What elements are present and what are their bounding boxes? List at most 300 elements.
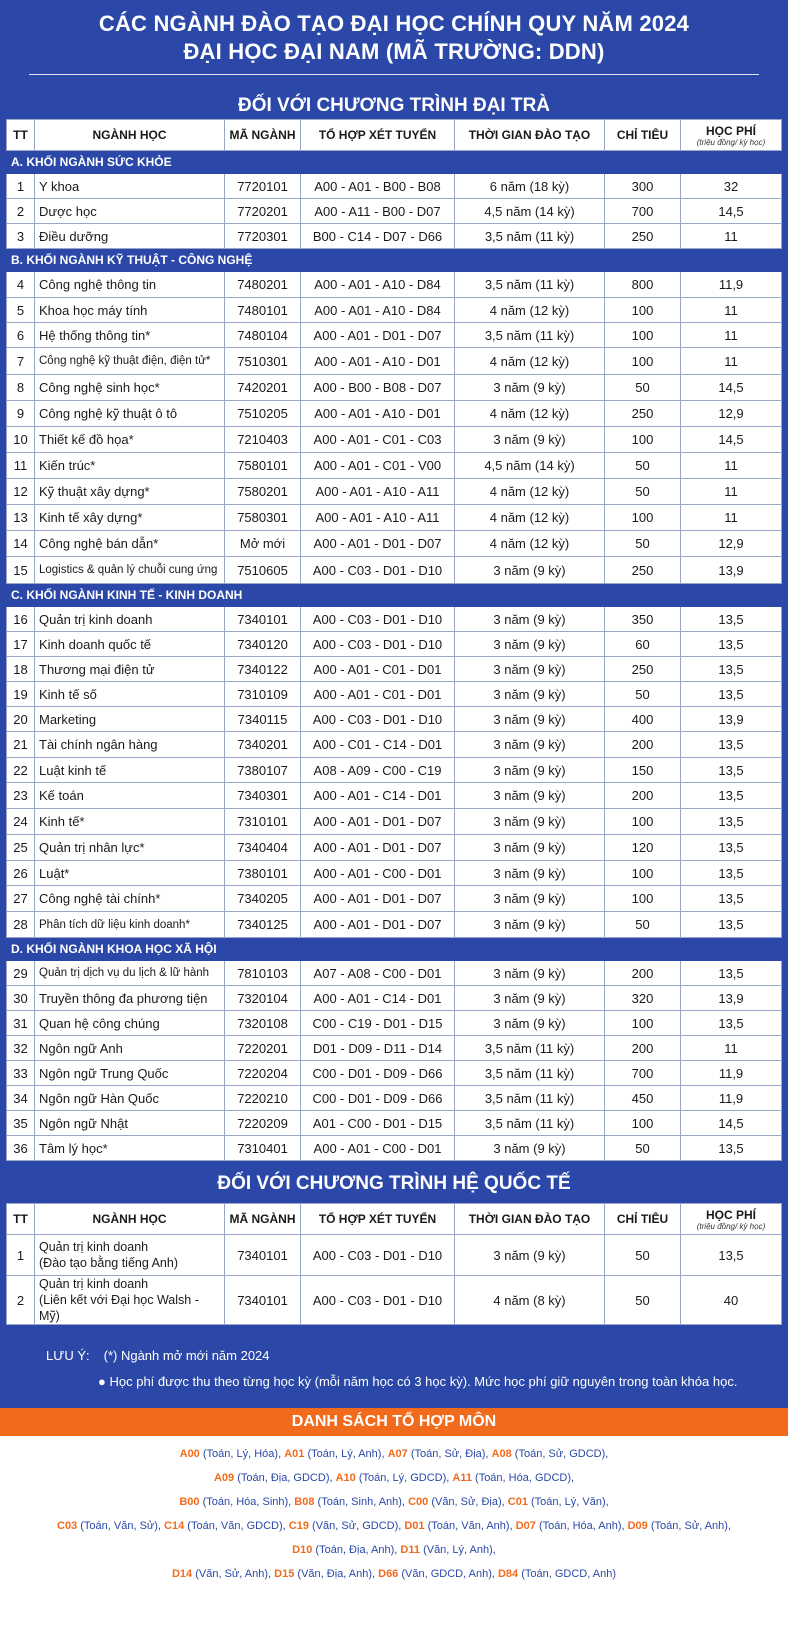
cell-major: Công nghệ sinh học* — [35, 375, 225, 401]
cell-combo: A00 - A01 - C01 - C03 — [301, 427, 455, 453]
cell-code: 7380101 — [225, 861, 301, 886]
table-row — [7, 861, 782, 886]
cell-major: Luật kinh tế — [35, 758, 225, 783]
col-header-quota: CHỈ TIÊU — [605, 120, 681, 151]
cell-code: 7720301 — [225, 224, 301, 249]
cell-fee: 11,9 — [681, 272, 782, 298]
table-row — [7, 557, 782, 584]
cell-code: 7720101 — [225, 174, 301, 199]
note-line-2: Học phí được thu theo từng học kỳ (mỗi năm học có 3 học kỳ). Mức học phí giữ nguyên trong toàn khóa học. — [109, 1374, 738, 1389]
cell-duration: 4 năm (8 kỳ) — [455, 1276, 605, 1325]
fee-label: HỌC PHÍ — [705, 123, 756, 138]
cell-major: Dược học — [35, 199, 225, 224]
cell-tt: 32 — [7, 1036, 35, 1061]
cell-quota: 250 — [605, 224, 681, 249]
combo-line — [0, 1466, 788, 1490]
cell-fee: 13,5 — [681, 835, 782, 861]
cell-tt: 28 — [7, 912, 35, 938]
cell-code: 7340404 — [225, 835, 301, 861]
combo-subjects: (Toán, Lý, GDCD), — [358, 1472, 450, 1484]
cell-combo: A00 - A01 - C01 - D01 — [301, 682, 455, 707]
combo-subjects: (Toán, Lý, Hóa), — [202, 1448, 282, 1460]
combo-subjects: (Toán, Văn, Sử), — [80, 1520, 161, 1532]
col-header-tt: TT — [7, 120, 35, 151]
cell-duration: 3 năm (9 kỳ) — [455, 758, 605, 783]
table-header-row — [7, 1204, 782, 1235]
table-row — [7, 505, 782, 531]
cell-combo: A00 - A01 - A10 - A11 — [301, 505, 455, 531]
combo-subjects: (Toán, Địa, GDCD), — [237, 1472, 333, 1484]
cell-combo: A00 - C01 - C14 - D01 — [301, 732, 455, 758]
group-header-row — [7, 249, 782, 272]
group-header-row — [7, 584, 782, 607]
cell-major: Điều dưỡng — [35, 224, 225, 249]
combo-code: A11 — [452, 1472, 472, 1484]
cell-code: 7310101 — [225, 809, 301, 835]
cell-quota: 400 — [605, 707, 681, 732]
cell-fee: 14,5 — [681, 375, 782, 401]
cell-fee: 13,5 — [681, 632, 782, 657]
cell-tt: 20 — [7, 707, 35, 732]
cell-duration: 3 năm (9 kỳ) — [455, 783, 605, 809]
cell-quota: 700 — [605, 199, 681, 224]
major-name: Quản trị kinh doanh — [39, 1240, 149, 1254]
cell-code: 7480104 — [225, 323, 301, 348]
combo-code: C00 — [408, 1496, 429, 1508]
cell-code: 7340122 — [225, 657, 301, 682]
divider — [29, 74, 759, 75]
cell-major: Ngôn ngữ Nhật — [35, 1111, 225, 1136]
combo-line — [0, 1514, 788, 1538]
cell-combo: A00 - C03 - D01 - D10 — [301, 607, 455, 632]
cell-fee: 11 — [681, 323, 782, 348]
cell-fee: 13,5 — [681, 809, 782, 835]
cell-fee: 13,5 — [681, 861, 782, 886]
cell-code: 7220201 — [225, 1036, 301, 1061]
combo-line — [0, 1538, 788, 1562]
cell-major: Kỹ thuật xây dựng* — [35, 479, 225, 505]
cell-duration: 3,5 năm (11 kỳ) — [455, 1111, 605, 1136]
cell-tt: 4 — [7, 272, 35, 298]
cell-tt: 13 — [7, 505, 35, 531]
table-row — [7, 174, 782, 199]
cell-major: Thương mại điện tử — [35, 657, 225, 682]
cell-combo: A00 - A01 - A10 - A11 — [301, 479, 455, 505]
cell-tt: 17 — [7, 632, 35, 657]
table-row — [7, 298, 782, 323]
cell-duration: 3,5 năm (11 kỳ) — [455, 323, 605, 348]
cell-tt: 19 — [7, 682, 35, 707]
cell-fee: 32 — [681, 174, 782, 199]
combo-subjects: (Toán, Lý, Văn), — [531, 1496, 609, 1508]
page-title — [0, 0, 788, 66]
cell-tt: 31 — [7, 1011, 35, 1036]
cell-major: Kinh tế số — [35, 682, 225, 707]
note-new-majors — [46, 1348, 270, 1363]
cell-quota: 50 — [605, 912, 681, 938]
cell-tt: 22 — [7, 758, 35, 783]
combo-subjects: (Toán, Sử, Địa), — [410, 1448, 489, 1460]
cell-code: 7340115 — [225, 707, 301, 732]
cell-major: Công nghệ bán dẫn* — [35, 531, 225, 557]
cell-quota: 200 — [605, 961, 681, 986]
cell-duration: 3 năm (9 kỳ) — [455, 809, 605, 835]
combo-code: A01 — [284, 1448, 305, 1460]
cell-major: Tài chính ngân hàng — [35, 732, 225, 758]
cell-major: Kiến trúc* — [35, 453, 225, 479]
cell-combo: A00 - A01 - C01 - D01 — [301, 657, 455, 682]
combo-code: A09 — [213, 1472, 235, 1484]
cell-quota: 100 — [605, 505, 681, 531]
cell-fee: 13,9 — [681, 707, 782, 732]
cell-tt: 5 — [7, 298, 35, 323]
cell-quota: 50 — [605, 479, 681, 505]
col-header-quota: CHỈ TIÊU — [605, 1204, 681, 1235]
combo-subjects: (Toán, Văn, GDCD), — [187, 1520, 286, 1532]
cell-code: 7320104 — [225, 986, 301, 1011]
table-row — [7, 1036, 782, 1061]
cell-code: 7480101 — [225, 298, 301, 323]
combo-subjects: (Toán, Hóa, Anh), — [538, 1520, 625, 1532]
cell-combo: A00 - A01 - D01 - D07 — [301, 323, 455, 348]
col-header-tt: TT — [7, 1204, 35, 1235]
combo-list-title: DANH SÁCH TỔ HỢP MÔN — [0, 1408, 788, 1436]
cell-tt: 16 — [7, 607, 35, 632]
table-header-row — [7, 120, 782, 151]
cell-major — [35, 1276, 225, 1325]
cell-quota: 250 — [605, 557, 681, 584]
cell-code: 7380107 — [225, 758, 301, 783]
cell-duration: 3 năm (9 kỳ) — [455, 682, 605, 707]
cell-combo: A00 - B00 - B08 - D07 — [301, 375, 455, 401]
combo-code: D10 — [292, 1544, 313, 1556]
table-row — [7, 886, 782, 912]
cell-combo: A00 - A01 - A10 - D84 — [301, 298, 455, 323]
cell-duration: 3 năm (9 kỳ) — [455, 375, 605, 401]
cell-major: Logistics & quản lý chuỗi cung ứng — [35, 557, 225, 584]
table-row — [7, 1011, 782, 1036]
cell-combo: A00 - A01 - D01 - D07 — [301, 835, 455, 861]
major-name: Quản trị kinh doanh — [39, 1277, 149, 1291]
cell-duration: 3 năm (9 kỳ) — [455, 835, 605, 861]
combo-line — [0, 1442, 788, 1466]
combo-subjects: (Văn, GDCD, Anh), — [401, 1568, 495, 1580]
combo-subjects: (Văn, Sử, Anh), — [195, 1568, 272, 1580]
cell-fee: 11,9 — [681, 1061, 782, 1086]
cell-code: 7340101 — [225, 1276, 301, 1325]
cell-tt: 1 — [7, 174, 35, 199]
cell-combo: A00 - A01 - C00 - D01 — [301, 861, 455, 886]
table-row — [7, 453, 782, 479]
cell-major: Công nghệ tài chính* — [35, 886, 225, 912]
cell-duration: 3,5 năm (11 kỳ) — [455, 224, 605, 249]
regular-program-title: ĐỐI VỚI CHƯƠNG TRÌNH ĐẠI TRÀ — [237, 95, 551, 116]
cell-duration: 3 năm (9 kỳ) — [455, 732, 605, 758]
cell-fee: 13,5 — [681, 657, 782, 682]
combo-subjects: (Toán, Sử, GDCD), — [514, 1448, 609, 1460]
combo-subjects: (Toán, GDCD, Anh) — [521, 1568, 616, 1580]
cell-quota: 200 — [605, 783, 681, 809]
cell-combo: A00 - A01 - A10 - D01 — [301, 401, 455, 427]
cell-fee: 11 — [681, 505, 782, 531]
table-row — [7, 707, 782, 732]
combo-subjects: (Văn, Sử, GDCD), — [312, 1520, 402, 1532]
cell-fee: 14,5 — [681, 1111, 782, 1136]
cell-quota: 50 — [605, 531, 681, 557]
col-header-code: MÃ NGÀNH — [225, 120, 301, 151]
col-header-code: MÃ NGÀNH — [225, 1204, 301, 1235]
cell-tt: 6 — [7, 323, 35, 348]
cell-fee: 13,5 — [681, 682, 782, 707]
table-row — [7, 1111, 782, 1136]
fee-unit: (triệu đồng/ kỳ học) — [696, 137, 766, 147]
cell-tt: 18 — [7, 657, 35, 682]
cell-tt: 10 — [7, 427, 35, 453]
cell-combo: A07 - A08 - C00 - D01 — [301, 961, 455, 986]
cell-tt: 21 — [7, 732, 35, 758]
cell-quota: 50 — [605, 682, 681, 707]
cell-tt: 23 — [7, 783, 35, 809]
table-row — [7, 1136, 782, 1161]
cell-quota: 200 — [605, 1036, 681, 1061]
major-note: (Đào tạo bằng tiếng Anh) — [39, 1256, 178, 1270]
cell-quota: 50 — [605, 375, 681, 401]
cell-fee: 13,5 — [681, 1011, 782, 1036]
cell-quota: 50 — [605, 1235, 681, 1276]
group-label: C. KHỐI NGÀNH KINH TẾ - KINH DOANH — [7, 584, 782, 607]
combo-code: B00 — [179, 1496, 200, 1508]
table-row — [7, 783, 782, 809]
table-row — [7, 1086, 782, 1111]
cell-code: 7580201 — [225, 479, 301, 505]
table-row — [7, 323, 782, 348]
regular-program-table — [6, 119, 782, 1161]
combo-list — [0, 1436, 788, 1628]
cell-fee: 14,5 — [681, 199, 782, 224]
cell-fee: 13,9 — [681, 557, 782, 584]
cell-quota: 200 — [605, 732, 681, 758]
cell-tt: 2 — [7, 199, 35, 224]
cell-duration: 3 năm (9 kỳ) — [455, 1235, 605, 1276]
combo-subjects: (Toán, Hóa, Sinh), — [202, 1496, 292, 1508]
combo-subjects: (Toán, Sinh, Anh), — [317, 1496, 405, 1508]
combo-subjects: (Toán, Lý, Anh), — [307, 1448, 385, 1460]
cell-duration: 4,5 năm (14 kỳ) — [455, 453, 605, 479]
cell-combo: A01 - C00 - D01 - D15 — [301, 1111, 455, 1136]
cell-quota: 100 — [605, 861, 681, 886]
cell-fee: 13,5 — [681, 607, 782, 632]
table-row — [7, 835, 782, 861]
combo-subjects: (Văn, Sử, Địa), — [431, 1496, 505, 1508]
cell-fee: 11 — [681, 348, 782, 375]
cell-tt: 29 — [7, 961, 35, 986]
cell-combo: B00 - C14 - D07 - D66 — [301, 224, 455, 249]
cell-major: Công nghệ thông tin — [35, 272, 225, 298]
cell-code: 7340101 — [225, 1235, 301, 1276]
cell-duration: 3 năm (9 kỳ) — [455, 707, 605, 732]
cell-major: Kinh tế xây dựng* — [35, 505, 225, 531]
cell-quota: 100 — [605, 886, 681, 912]
col-header-combo: TỔ HỢP XÉT TUYỂN — [301, 120, 455, 151]
col-header-fee — [681, 1204, 782, 1235]
combo-code: A08 — [491, 1448, 512, 1460]
cell-duration: 3,5 năm (11 kỳ) — [455, 1086, 605, 1111]
table-row — [7, 758, 782, 783]
table-row — [7, 401, 782, 427]
cell-quota: 100 — [605, 298, 681, 323]
table-row — [7, 961, 782, 986]
combo-code: D84 — [497, 1568, 519, 1580]
col-header-combo: TỔ HỢP XÉT TUYỂN — [301, 1204, 455, 1235]
combo-code: C19 — [288, 1520, 309, 1532]
cell-code: 7340120 — [225, 632, 301, 657]
cell-combo: A00 - A01 - A10 - D84 — [301, 272, 455, 298]
international-program-title: ĐỐI VỚI CHƯƠNG TRÌNH HỆ QUỐC TẾ — [217, 1173, 571, 1194]
cell-quota: 100 — [605, 323, 681, 348]
cell-code: 7510605 — [225, 557, 301, 584]
international-table-body — [7, 1235, 782, 1325]
cell-tt: 12 — [7, 479, 35, 505]
col-header-fee — [681, 120, 782, 151]
cell-quota: 100 — [605, 1111, 681, 1136]
group-label: A. KHỐI NGÀNH SỨC KHỎE — [7, 151, 782, 174]
table-row — [7, 479, 782, 505]
cell-code: 7320108 — [225, 1011, 301, 1036]
combo-code: C14 — [164, 1520, 185, 1532]
combo-code: D66 — [378, 1568, 399, 1580]
combo-code: C03 — [57, 1520, 78, 1532]
cell-major: Quan hệ công chúng — [35, 1011, 225, 1036]
cell-fee: 13,5 — [681, 758, 782, 783]
cell-code: 7420201 — [225, 375, 301, 401]
title-line-2: ĐẠI HỌC ĐẠI NAM (MÃ TRƯỜNG: DDN) — [183, 39, 605, 64]
cell-combo: D01 - D09 - D11 - D14 — [301, 1036, 455, 1061]
cell-code: 7340101 — [225, 607, 301, 632]
combo-code: A10 — [335, 1472, 356, 1484]
cell-duration: 3 năm (9 kỳ) — [455, 861, 605, 886]
cell-combo: A00 - A01 - D01 - D07 — [301, 531, 455, 557]
cell-tt: 24 — [7, 809, 35, 835]
cell-duration: 3,5 năm (11 kỳ) — [455, 1061, 605, 1086]
cell-fee: 11 — [681, 298, 782, 323]
cell-combo: A08 - A09 - C00 - C19 — [301, 758, 455, 783]
combo-line — [0, 1490, 788, 1514]
cell-duration: 4 năm (12 kỳ) — [455, 505, 605, 531]
combo-code: A07 — [387, 1448, 408, 1460]
combo-subjects: (Toán, Sử, Anh), — [650, 1520, 731, 1532]
cell-major: Khoa học máy tính — [35, 298, 225, 323]
cell-fee: 13,9 — [681, 986, 782, 1011]
cell-quota: 800 — [605, 272, 681, 298]
combo-code: D14 — [171, 1568, 193, 1580]
note-fee — [98, 1374, 737, 1389]
combo-code: D15 — [274, 1568, 295, 1580]
cell-combo: A00 - A01 - D01 - D07 — [301, 912, 455, 938]
cell-major: Kế toán — [35, 783, 225, 809]
combo-subjects: (Văn, Địa, Anh), — [297, 1568, 376, 1580]
cell-major: Quản trị dịch vụ du lịch & lữ hành — [35, 961, 225, 986]
cell-fee: 11 — [681, 453, 782, 479]
combo-subjects: (Văn, Lý, Anh), — [423, 1544, 496, 1556]
cell-combo: A00 - C03 - D01 - D10 — [301, 1235, 455, 1276]
cell-quota: 100 — [605, 809, 681, 835]
cell-fee: 13,5 — [681, 1235, 782, 1276]
cell-combo: A00 - A01 - C01 - V00 — [301, 453, 455, 479]
cell-combo: C00 - D01 - D09 - D66 — [301, 1086, 455, 1111]
cell-combo: A00 - A11 - B00 - D07 — [301, 199, 455, 224]
table-row — [7, 912, 782, 938]
cell-major: Quản trị nhân lực* — [35, 835, 225, 861]
cell-combo: A00 - A01 - C00 - D01 — [301, 1136, 455, 1161]
cell-code: 7480201 — [225, 272, 301, 298]
title-line-1: CÁC NGÀNH ĐÀO TẠO ĐẠI HỌC CHÍNH QUY NĂM 2024 — [98, 11, 690, 36]
cell-combo: A00 - A01 - C14 - D01 — [301, 986, 455, 1011]
cell-major: Luật* — [35, 861, 225, 886]
cell-fee: 11 — [681, 1036, 782, 1061]
note-label: LƯU Ý: — [46, 1348, 90, 1363]
fee-unit: (triệu đồng/ kỳ học) — [696, 1221, 766, 1231]
cell-combo: A00 - C03 - D01 - D10 — [301, 1276, 455, 1325]
fee-label: HỌC PHÍ — [705, 1207, 756, 1222]
cell-quota: 320 — [605, 986, 681, 1011]
cell-major — [35, 1235, 225, 1276]
cell-tt: 2 — [7, 1276, 35, 1325]
group-label: B. KHỐI NGÀNH KỸ THUẬT - CÔNG NGHỆ — [7, 249, 782, 272]
cell-duration: 3 năm (9 kỳ) — [455, 657, 605, 682]
table-row — [7, 682, 782, 707]
combo-subjects: (Toán, Văn, Anh), — [427, 1520, 513, 1532]
table-row — [7, 199, 782, 224]
cell-major: Thiết kế đồ họa* — [35, 427, 225, 453]
cell-duration: 3,5 năm (11 kỳ) — [455, 1036, 605, 1061]
table-row — [7, 732, 782, 758]
cell-major: Y khoa — [35, 174, 225, 199]
cell-code: 7810103 — [225, 961, 301, 986]
cell-code: 7340301 — [225, 783, 301, 809]
table-row — [7, 657, 782, 682]
cell-quota: 700 — [605, 1061, 681, 1086]
cell-duration: 3 năm (9 kỳ) — [455, 912, 605, 938]
cell-major: Kinh tế* — [35, 809, 225, 835]
international-program-table — [6, 1203, 782, 1325]
cell-combo: A00 - C03 - D01 - D10 — [301, 632, 455, 657]
cell-quota: 100 — [605, 1011, 681, 1036]
cell-code: 7510205 — [225, 401, 301, 427]
major-note: (Liên kết với Đại học Walsh - Mỹ) — [39, 1293, 199, 1323]
cell-major: Quản trị kinh doanh — [35, 607, 225, 632]
cell-major: Tâm lý học* — [35, 1136, 225, 1161]
bullet-icon: ● — [98, 1374, 106, 1389]
combo-code: D09 — [627, 1520, 648, 1532]
group-header-row — [7, 151, 782, 174]
table-row — [7, 632, 782, 657]
cell-code: 7310401 — [225, 1136, 301, 1161]
cell-fee: 14,5 — [681, 427, 782, 453]
cell-major: Marketing — [35, 707, 225, 732]
cell-quota: 150 — [605, 758, 681, 783]
cell-duration: 4 năm (12 kỳ) — [455, 531, 605, 557]
cell-duration: 3 năm (9 kỳ) — [455, 427, 605, 453]
cell-duration: 4 năm (12 kỳ) — [455, 479, 605, 505]
cell-fee: 40 — [681, 1276, 782, 1325]
table-row — [7, 1061, 782, 1086]
cell-combo: A00 - C03 - D01 - D10 — [301, 707, 455, 732]
table-row — [7, 809, 782, 835]
cell-duration: 3 năm (9 kỳ) — [455, 632, 605, 657]
cell-fee: 13,5 — [681, 886, 782, 912]
regular-table-body — [7, 151, 782, 1161]
cell-quota: 50 — [605, 1136, 681, 1161]
